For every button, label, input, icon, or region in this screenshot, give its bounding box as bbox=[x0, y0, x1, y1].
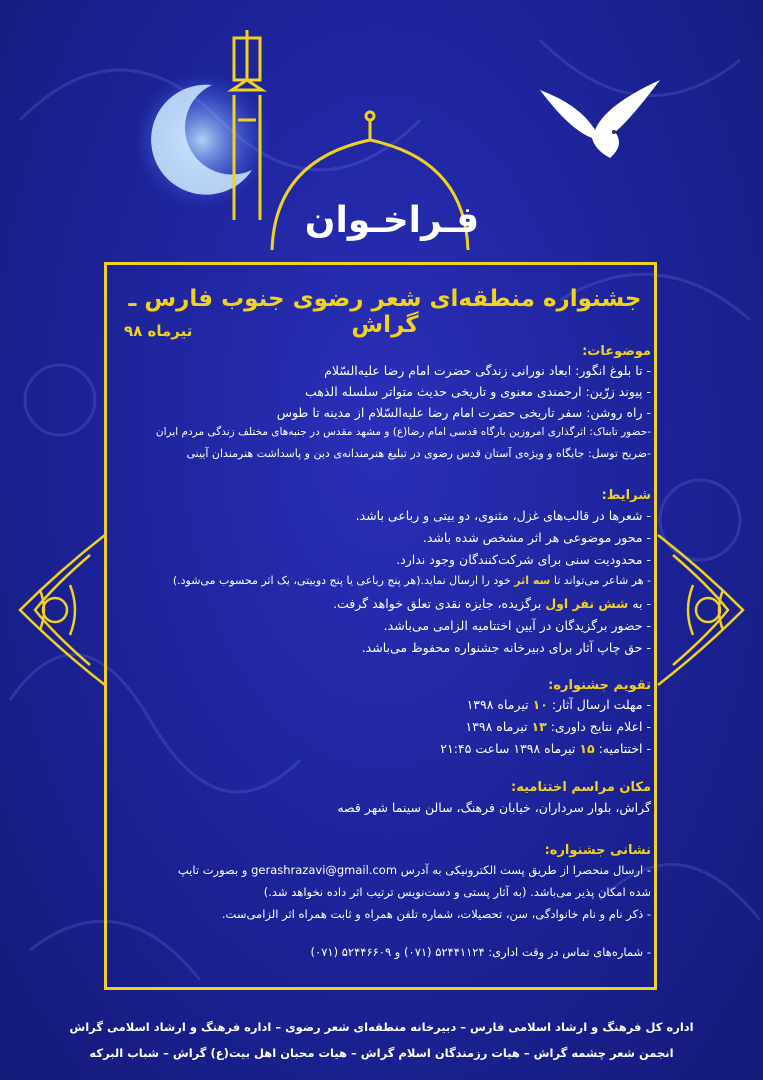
ornament-left-icon bbox=[0, 530, 110, 690]
condition-item: - به شش نفر اول برگزیده، جایزه نقدی تعلق خواهد گرفت. bbox=[333, 596, 651, 611]
condition-item: - محور موضوعی هر اثر مشخص شده باشد. bbox=[422, 530, 651, 545]
condition-item: - حضور برگزیدگان در آیین اختتامیه الزامی می‌باشد. bbox=[383, 618, 651, 633]
venue-title: مکان مراسم اختتامیه: bbox=[511, 780, 651, 795]
conditions-title: شرایط: bbox=[601, 488, 651, 503]
topic-item: - تا بلوغ انگور: ابعاد نورانی زندگی حضرت امام رضا علیه‌السّلام bbox=[324, 363, 651, 378]
festival-date: تیرماه ۹۸ bbox=[124, 322, 193, 340]
topics-title: موضوعات: bbox=[582, 344, 651, 359]
call-title: فـراخـوان bbox=[304, 199, 480, 241]
condition-item: - حق چاپ آثار برای دبیرخانه جشنواره محفوظ می‌باشد. bbox=[361, 640, 651, 655]
address-title: نشانی جشنواره: bbox=[544, 843, 651, 858]
footer-organizers: اداره کل فرهنگ و ارشاد اسلامی فارس – دبیرخانه منطقه‌ای شعر رضوی – اداره فرهنگ و ارشاد اسلامی گراش bbox=[69, 1020, 694, 1034]
address-line: - ذکر نام و نام خانوادگی، سن، تحصیلات، شماره تلفن همراه و ثابت همراه اثر الزامی‌ست. bbox=[221, 907, 651, 921]
topic-item: -حضور تابناک: اثرگذاری امروزین بارگاه قدسی امام رضا(ع) و مشهد مقدس در جنبه‌های مختلف زندگی مردم ایران bbox=[155, 426, 651, 438]
condition-item: - هر شاعر می‌تواند تا سه اثر خود را ارسال نماید.(هر پنج رباعی یا پنج دوبیتی، یک اثر محسوب می‌شود.) bbox=[172, 574, 651, 587]
calendar-closing: - اختتامیه: ۱۵ تیرماه ۱۳۹۸ ساعت ۲۱:۴۵ bbox=[440, 741, 651, 756]
topic-item: - پیوند زرّین: ارجمندی معنوی و تاریخی حدیث متواتر سلسله الذهب bbox=[304, 384, 651, 399]
address-line: - ارسال منحصرا از طریق پست الکترونیکی به آدرس gerashrazavi@gmail.com و بصورت تایپ bbox=[177, 863, 651, 877]
topic-item: -ضریح توسل: جایگاه و ویژه‌ی آستان قدس رضوی در تبلیغ هنرمندانه‌ی دین و پاسداشت هنرمندان آیینی bbox=[186, 447, 651, 460]
venue-text: گراش، بلوار سرداران، خیابان فرهنگ، سالن سینما شهر قصه bbox=[337, 800, 651, 815]
phone-numbers: - شماره‌های تماس در وقت اداری: ۵۲۴۴۱۱۲۴ (۰۷۱) و ۵۲۴۴۶۶۰۹ (۰۷۱) bbox=[310, 945, 651, 959]
condition-item: - شعرها در قالب‌های غزل، مثنوی، دو بیتی و رباعی باشد. bbox=[355, 508, 651, 523]
calendar-results: - اعلام نتایج داوری: ۱۳ تیرماه ۱۳۹۸ bbox=[465, 719, 651, 734]
footer-supporters: انجمن شعر چشمه گراش – هیات رزمندگان اسلام گراش – هیات محبان اهل بیت(ع) گراش – شباب البرکه bbox=[89, 1046, 674, 1060]
dove-icon bbox=[530, 70, 670, 170]
calendar-deadline: - مهلت ارسال آثار: ۱۰ تیرماه ۱۳۹۸ bbox=[466, 697, 651, 712]
ornament-right-icon bbox=[653, 530, 763, 690]
topic-item: - راه روشن: سفر تاریخی حضرت امام رضا علیه‌السّلام از مدینه تا طوس bbox=[276, 405, 651, 420]
calendar-title: تقویم جشنواره: bbox=[548, 678, 651, 693]
condition-item: - محدودیت سنی برای شرکت‌کنندگان وجود ندارد. bbox=[396, 552, 651, 567]
address-line: شده امکان پذیر می‌باشد. (به آثار پستی و دست‌نویس ترتیب اثر داده نخواهد شد.) bbox=[263, 885, 651, 899]
festival-title: جشنواره منطقه‌ای شعر رضوی جنوب فارس ـ گراش bbox=[128, 286, 642, 338]
